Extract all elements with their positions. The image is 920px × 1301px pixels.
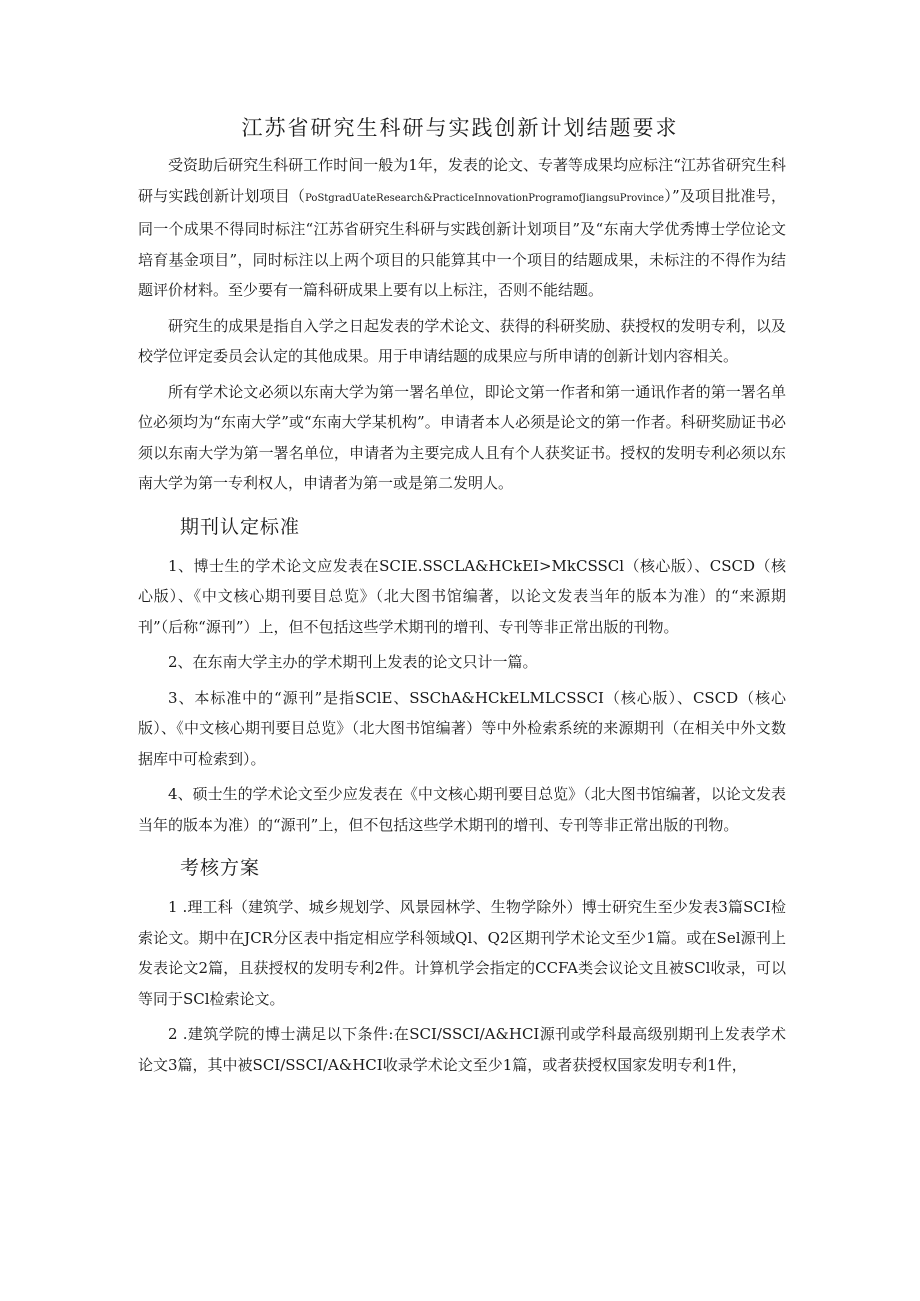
page-title: 江苏省研究生科研与实践创新计划结题要求 — [241, 116, 679, 140]
journal-item-3: 3、本标准中的“源刊”是指SClE、SSChA&HCkELMLCSSCI（核心版）、CSCD（核心版）、《中文核心期刊要目总览》（北大图书馆编著）等中外检索系统的来源期刊（在相关中外文数据库中可检索到）。 — [138, 688, 786, 768]
intro-p1-english-name: PoStgradUateResearch&PracticeInnovationProgramofJiangsuProvince — [305, 192, 665, 204]
document-body — [138, 150, 786, 1085]
journal-item-4: 4、硕士生的学术论文至少应发表在《中文核心期刊要目总览》（北大图书馆编著，以论文发表当年的版本为准）的“源刊”上，但不包括这些学术期刊的增刊、专刊等非正常出版的刊物。 — [138, 785, 786, 834]
journal-item-2: 2、在东南大学主办的学术期刊上发表的论文只计一篇。 — [168, 653, 538, 671]
assessment-item-1: 1 .理工科（建筑学、城乡规划学、风景园林学、生物学除外）博士研究生至少发表3篇SCI检索论文。期中在JCR分区表中指定相应学科领域Ql、Q2区期刊学术论文至少1篇。或在Sel源刊上发表论文2篇，且获授权的发明专利2件。计算机学会指定的CCFA类会议论文且被SCl收录，可以等同于SCl检索论文。 — [138, 898, 786, 1008]
journal-item-1: 1、博士生的学术论文应发表在SCIE.SSCLA&HCkEI>MkCSSCl（核心版）、CSCD（核心版）、《中文核心期刊要目总览》（北大图书馆编著，以论文发表当年的版本为准）的“来源期刊”（后称“源刊”）上，但不包括这些学术期刊的增刊、专刊等非正常出版的刊物。 — [138, 556, 786, 636]
intro-paragraph-2: 研究生的成果是指自入学之日起发表的学术论文、获得的科研奖励、获授权的发明专利，以及校学位评定委员会认定的其他成果。用于申请结题的成果应与所申请的创新计划内容相关。 — [138, 316, 786, 365]
intro-p1-text-b: ）”及项目批准号，同一个成果不得同时标注“江苏省研究生科研与实践创新计划项目”及“东南大学优秀博士学位论文培育基金项目”，同时标注以上两个项目的只能算其中一个项目的结题成果，未标注的不得作为结题评价材料。至少要有一篇科研成果上要有以上标注，否则不能结题。 — [138, 186, 786, 299]
journal-section-heading: 期刊认定标准 — [180, 515, 301, 538]
intro-paragraph-3: 所有学术论文必须以东南大学为第一署名单位，即论文第一作者和第一通讯作者的第一署名单位必须均为“东南大学”或“东南大学某机构”。申请者本人必须是论文的第一作者。科研奖励证书必须以东南大学为第一署名单位，申请者为主要完成人且有个人获奖证书。授权的发明专利必须以东南大学为第一专利权人，申请者为第一或是第二发明人。 — [138, 382, 786, 492]
assessment-section-heading: 考核方案 — [180, 857, 261, 879]
intro-p1-text-a: 受资助后研究生科研工作时间一般为1年，发表的论文、专著等成果均应标注“江苏省研究生科研与实践创新计划项目（ — [138, 156, 786, 205]
assessment-item-2: 2 .建筑学院的博士满足以下条件:在SCI/SSCI/A&HCI源刊或学科最高级别期刊上发表学术论文3篇，其中被SCI/SSCI/A&HCI收录学术论文至少1篇，或者获授权国家发明专利1件， — [138, 1025, 786, 1074]
intro-paragraph-1 — [138, 150, 786, 306]
